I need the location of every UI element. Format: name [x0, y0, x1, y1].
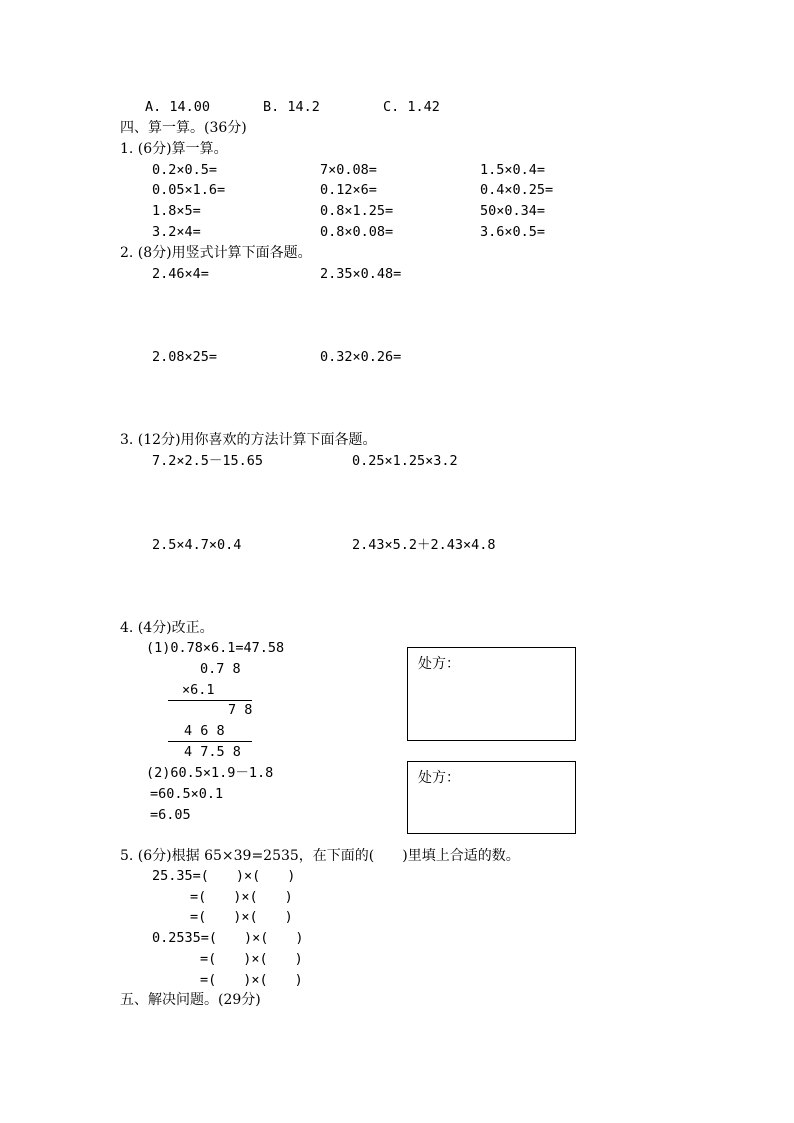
q1-expr: 3.2×4=	[152, 224, 201, 240]
q5-line: =( )×( )	[190, 909, 293, 925]
q4-part1-label: (1)0.78×6.1=47.58	[146, 640, 285, 656]
q2-expr: 2.08×25=	[152, 349, 218, 365]
q5-line: =( )×( )	[200, 972, 303, 988]
q1-expr: 0.8×0.08=	[320, 224, 394, 240]
q1-expr: 0.8×1.25=	[320, 203, 394, 219]
answer-box[interactable]	[407, 647, 576, 741]
q3-title: 3. (12分)用你喜欢的方法计算下面各题。	[120, 432, 377, 448]
q1-expr: 0.4×0.25=	[480, 182, 554, 198]
q1-expr: 0.05×1.6=	[152, 182, 226, 198]
q5-title: 5. (6分)根据 65×39=2535，在下面的( )里填上合适的数。	[120, 848, 520, 864]
vertical-line: 0.7 8	[200, 661, 241, 677]
q1-title: 1. (6分)算一算。	[120, 141, 228, 157]
choice-a: A. 14.00	[145, 99, 211, 115]
q1-expr: 0.2×0.5=	[152, 162, 218, 178]
q3-expr: 0.25×1.25×3.2	[352, 453, 458, 469]
q4-part2-line: =6.05	[150, 807, 191, 823]
q1-expr: 0.12×6=	[320, 182, 377, 198]
q1-expr: 1.8×5=	[152, 203, 201, 219]
section4-title: 四、算一算。(36分)	[120, 120, 247, 136]
q3-expr: 7.2×2.5－15.65	[152, 453, 264, 469]
q3-expr: 2.43×5.2＋2.43×4.8	[352, 537, 496, 553]
vertical-line: 4 6 8	[184, 723, 225, 739]
q2-expr: 0.32×0.26=	[320, 349, 402, 365]
choice-c: C. 1.42	[383, 99, 440, 115]
q3-expr: 2.5×4.7×0.4	[152, 537, 242, 553]
q5-line: 0.2535=( )×( )	[152, 930, 304, 946]
vertical-line: 4 7.5 8	[184, 744, 241, 760]
answer-box[interactable]	[407, 761, 576, 834]
q2-expr: 2.46×4=	[152, 266, 209, 282]
q4-part2-line: (2)60.5×1.9－1.8	[146, 765, 274, 781]
vertical-line: 7 8	[228, 702, 253, 718]
choice-b: B. 14.2	[263, 99, 320, 115]
q5-line: =( )×( )	[190, 889, 293, 905]
q4-part2-line: =60.5×0.1	[150, 786, 224, 802]
q4-title: 4. (4分)改正。	[120, 620, 214, 636]
q1-expr: 7×0.08=	[320, 162, 377, 178]
q2-expr: 2.35×0.48=	[320, 266, 402, 282]
box-label: 处方：	[418, 656, 460, 672]
q5-line: 25.35=( )×( )	[152, 868, 296, 884]
q2-title: 2. (8分)用竖式计算下面各题。	[120, 245, 312, 261]
q1-expr: 3.6×0.5=	[480, 224, 546, 240]
q1-expr: 50×0.34=	[480, 203, 546, 219]
q5-line: =( )×( )	[200, 951, 303, 967]
vertical-line: ×6.1	[182, 682, 215, 698]
box-label: 处方：	[418, 770, 460, 786]
section5-title: 五、解决问题。(29分)	[120, 992, 261, 1008]
q1-expr: 1.5×0.4=	[480, 162, 546, 178]
